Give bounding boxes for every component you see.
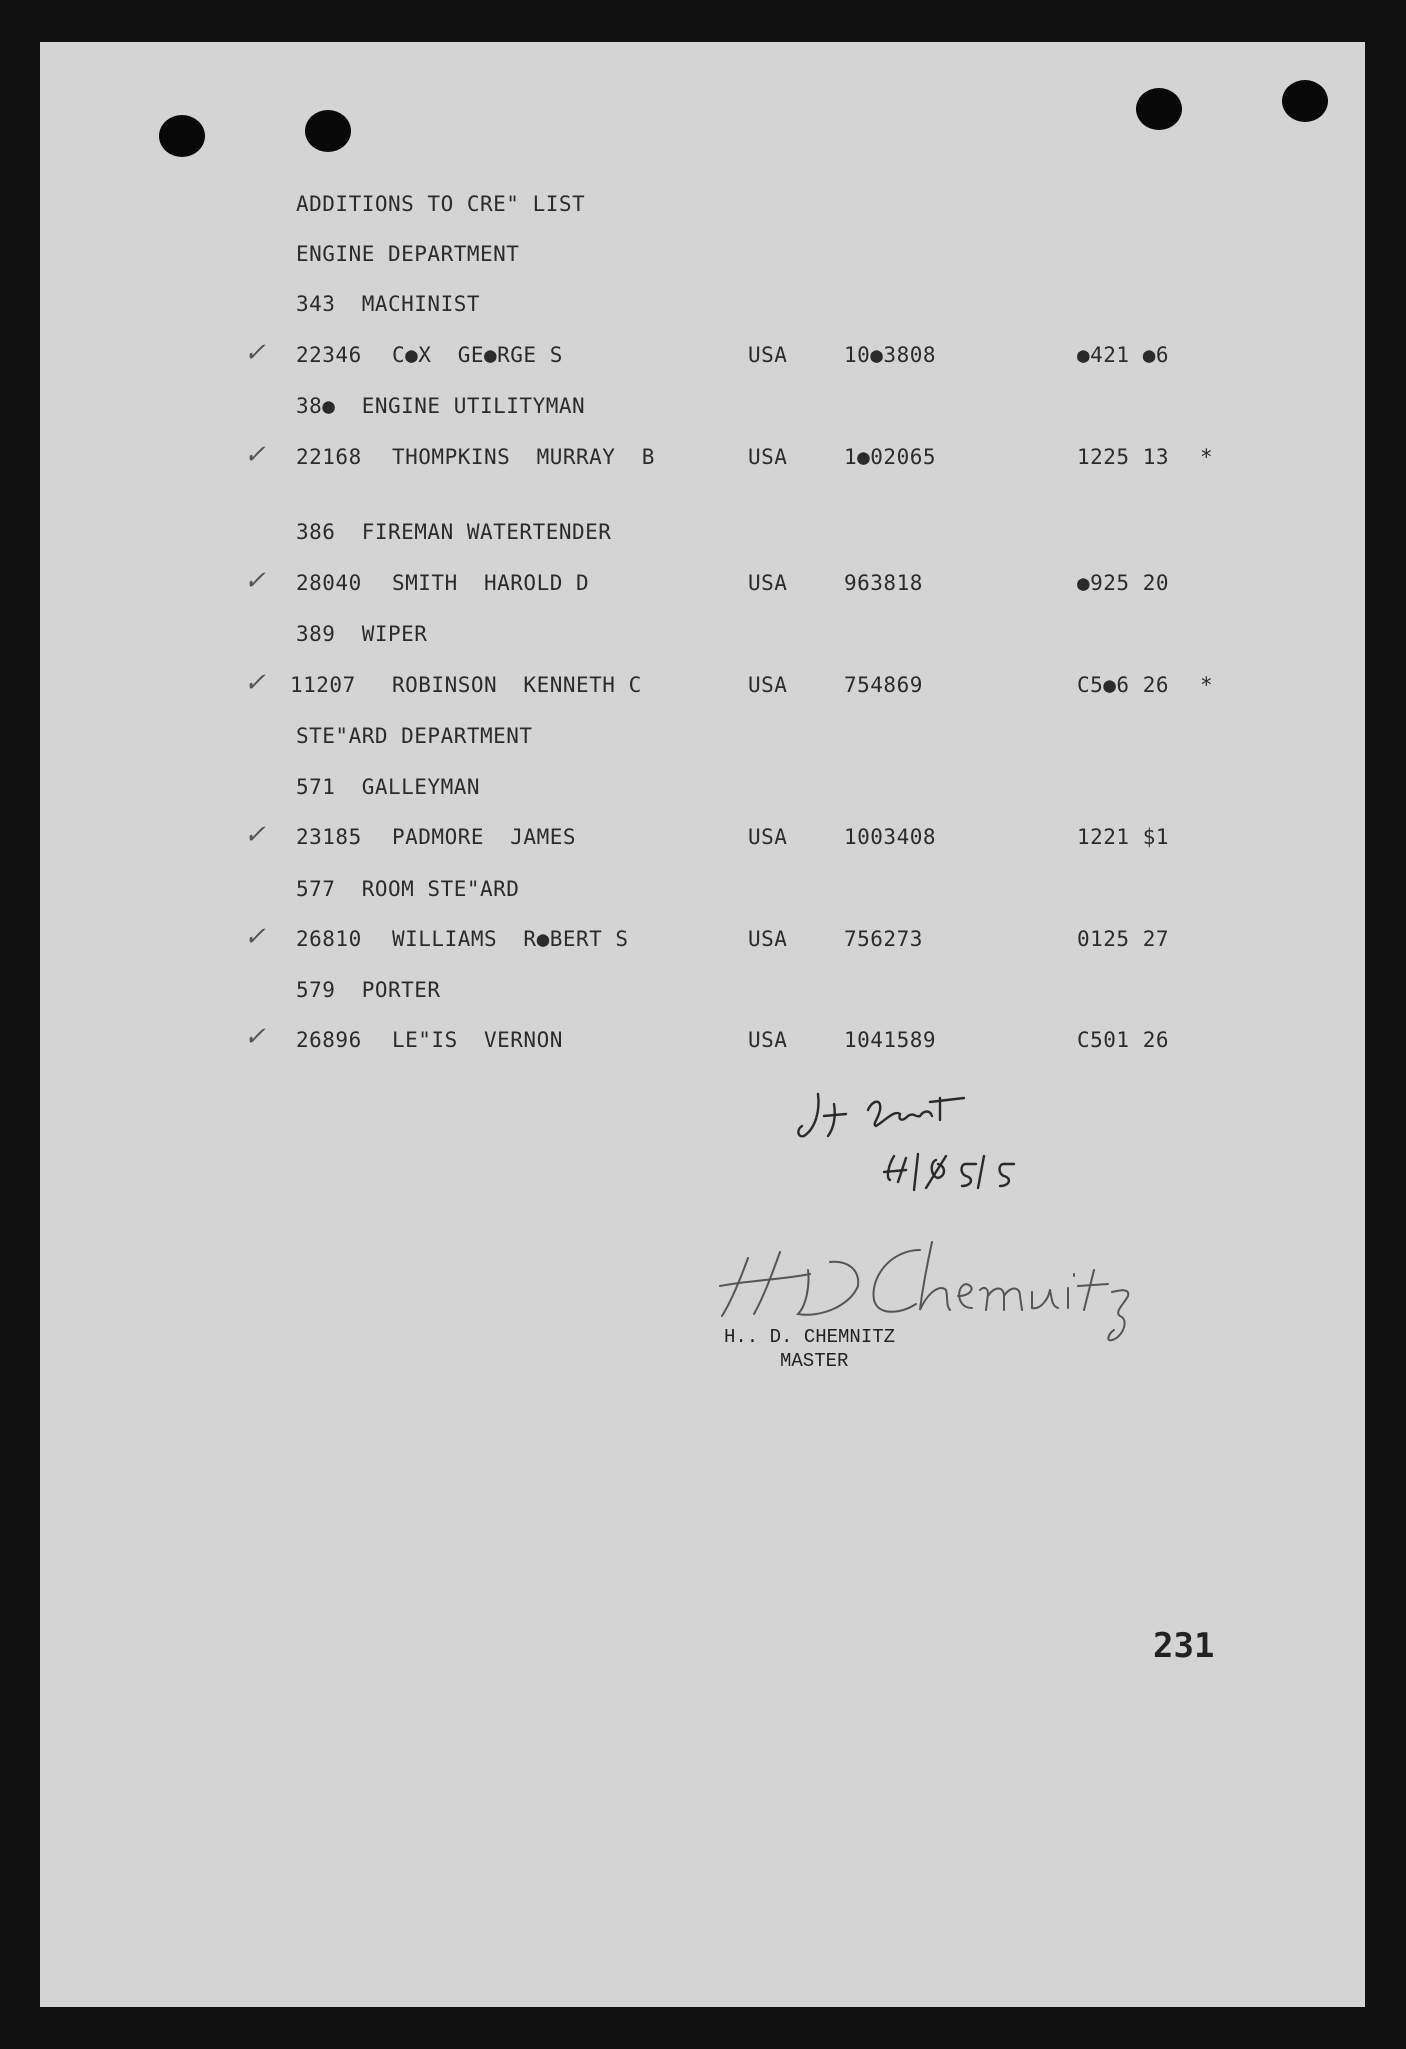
crew-name: SMITH HAROLD D bbox=[392, 571, 590, 595]
master-title: MASTER bbox=[780, 1350, 849, 1372]
crew-code: C5●6 26 bbox=[1077, 673, 1170, 697]
position-engine-utilityman: 38● ENGINE UTILITYMAN bbox=[296, 394, 586, 418]
check-mark-icon: ✓ bbox=[244, 668, 266, 698]
crew-nationality: USA bbox=[748, 343, 788, 367]
crew-id: 22168 bbox=[296, 445, 362, 469]
check-mark-icon: ✓ bbox=[244, 338, 266, 368]
crew-id: 28040 bbox=[296, 571, 362, 595]
document-page bbox=[40, 42, 1365, 2007]
steward-department-heading: STE"ARD DEPARTMENT bbox=[296, 724, 533, 748]
position-machinist: 343 MACHINIST bbox=[296, 292, 481, 316]
crew-code: 1221 $1 bbox=[1077, 825, 1170, 849]
crew-nationality: USA bbox=[748, 571, 788, 595]
crew-certificate: 756273 bbox=[844, 927, 923, 951]
crew-code: C501 26 bbox=[1077, 1028, 1170, 1052]
crew-name: THOMPKINS MURRAY B bbox=[392, 445, 655, 469]
crew-code: ●421 ●6 bbox=[1077, 343, 1170, 367]
crew-name: PADMORE JAMES bbox=[392, 825, 577, 849]
check-mark-icon: ✓ bbox=[244, 566, 266, 596]
position-porter: 579 PORTER bbox=[296, 978, 441, 1002]
crew-nationality: USA bbox=[748, 927, 788, 951]
check-mark-icon: ✓ bbox=[244, 440, 266, 470]
punch-hole-2 bbox=[305, 110, 351, 152]
punch-hole-1 bbox=[159, 115, 205, 157]
punch-hole-4 bbox=[1282, 80, 1328, 122]
handwritten-initials-and-date bbox=[790, 1080, 1070, 1200]
document-title: ADDITIONS TO CRE" LIST bbox=[296, 192, 586, 216]
crew-certificate: 963818 bbox=[844, 571, 923, 595]
crew-certificate: 1041589 bbox=[844, 1028, 937, 1052]
crew-code: 1225 13 bbox=[1077, 445, 1170, 469]
check-mark-icon: ✓ bbox=[244, 820, 266, 850]
crew-name: ROBINSON KENNETH C bbox=[392, 673, 642, 697]
check-mark-icon: ✓ bbox=[244, 922, 266, 952]
crew-certificate: 754869 bbox=[844, 673, 923, 697]
crew-id: 22346 bbox=[296, 343, 362, 367]
crew-name: WILLIAMS R●BERT S bbox=[392, 927, 629, 951]
position-fireman-watertender: 386 FIREMAN WATERTENDER bbox=[296, 520, 612, 544]
crew-id: 11207 bbox=[290, 673, 356, 697]
punch-hole-3 bbox=[1136, 88, 1182, 130]
position-wiper: 389 WIPER bbox=[296, 622, 428, 646]
position-room-steward: 577 ROOM STE"ARD bbox=[296, 877, 520, 901]
crew-nationality: USA bbox=[748, 673, 788, 697]
crew-certificate: 1●02065 bbox=[844, 445, 937, 469]
crew-code: ●925 20 bbox=[1077, 571, 1170, 595]
crew-certificate: 10●3808 bbox=[844, 343, 937, 367]
crew-id: 23185 bbox=[296, 825, 362, 849]
crew-certificate: 1003408 bbox=[844, 825, 937, 849]
crew-nationality: USA bbox=[748, 1028, 788, 1052]
position-galleyman: 571 GALLEYMAN bbox=[296, 775, 481, 799]
asterisk-mark: * bbox=[1200, 673, 1214, 697]
engine-department-heading: ENGINE DEPARTMENT bbox=[296, 242, 520, 266]
asterisk-mark: * bbox=[1200, 445, 1214, 469]
crew-name: LE"IS VERNON bbox=[392, 1028, 563, 1052]
check-mark-icon: ✓ bbox=[244, 1022, 266, 1052]
master-name: H.. D. CHEMNITZ bbox=[724, 1326, 896, 1348]
page-number: 231 bbox=[1153, 1626, 1215, 1666]
crew-id: 26810 bbox=[296, 927, 362, 951]
crew-name: C●X GE●RGE S bbox=[392, 343, 563, 367]
crew-code: 0125 27 bbox=[1077, 927, 1170, 951]
crew-id: 26896 bbox=[296, 1028, 362, 1052]
crew-nationality: USA bbox=[748, 825, 788, 849]
crew-nationality: USA bbox=[748, 445, 788, 469]
